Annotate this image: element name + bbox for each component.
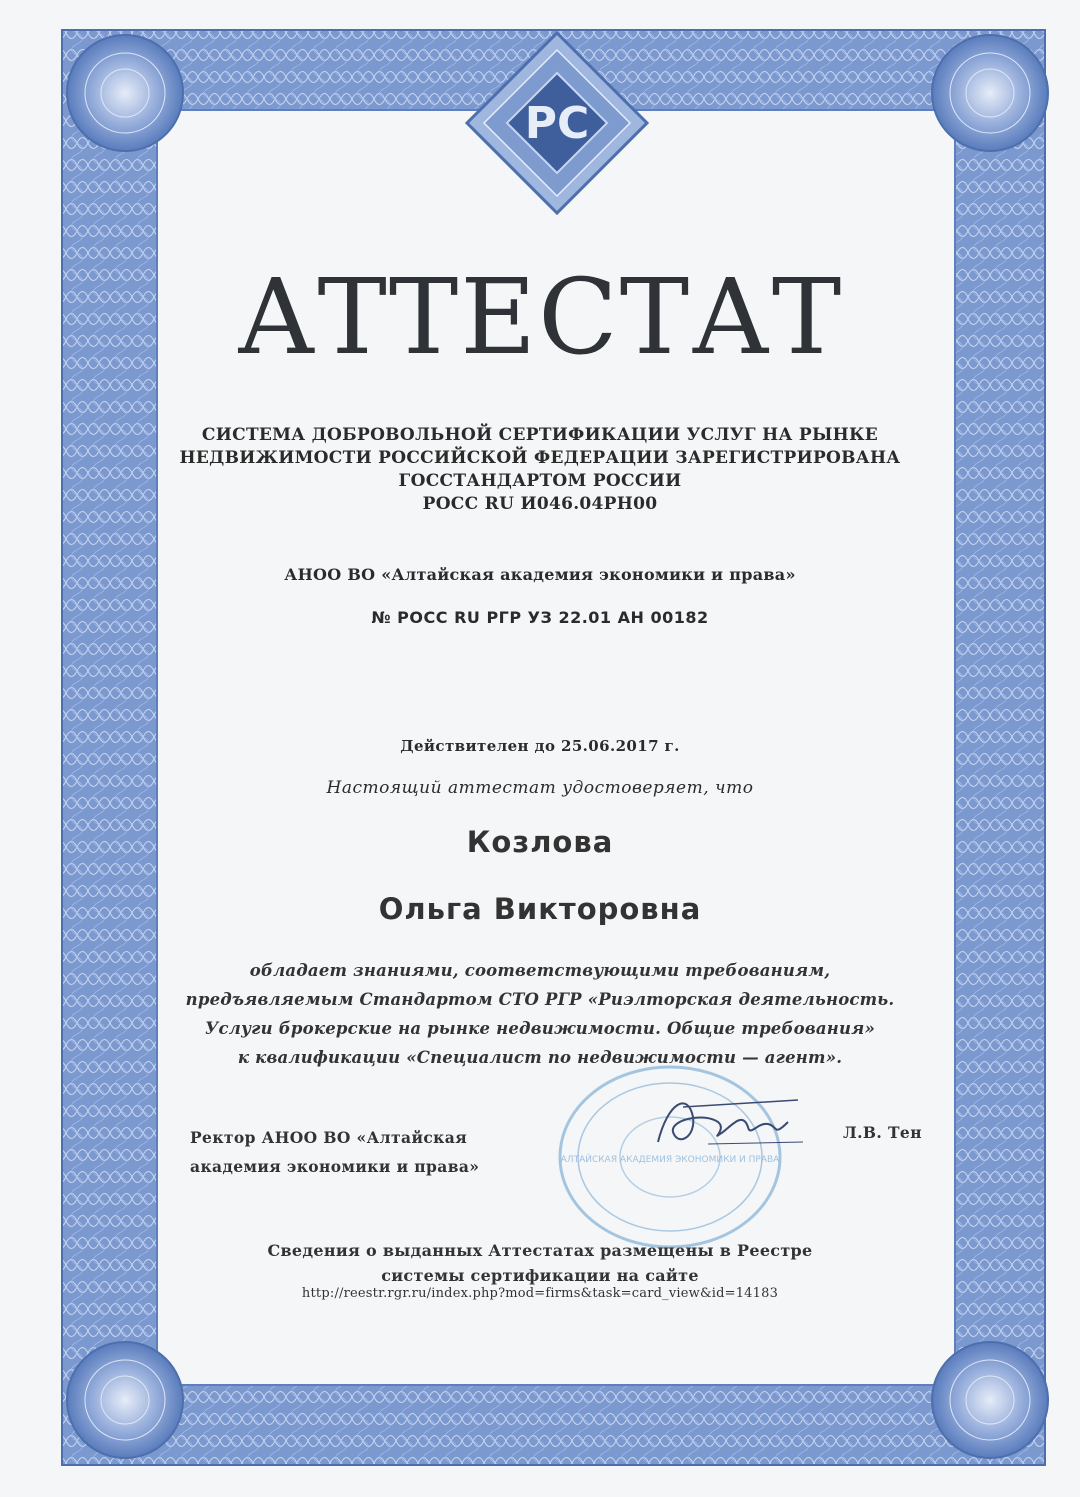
- system-registration-block: [0, 424, 1080, 516]
- organization-name: АНОО ВО «Алтайская академия экономики и права»: [284, 565, 796, 584]
- system-registration-code: РОСС RU И046.04РН00: [422, 494, 658, 514]
- holder-surname: Козлова: [466, 825, 614, 859]
- valid-until: Действителен до 25.06.2017 г.: [400, 737, 680, 755]
- logo-letters: РС: [524, 98, 590, 149]
- registry-line: Сведения о выданных Аттестатах размещены в Реестре: [267, 1241, 813, 1260]
- system-line: ГОССТАНДАРТОМ РОССИИ: [398, 471, 682, 491]
- signature-icon: [648, 1082, 818, 1162]
- rector-name: Л.В. Тен: [843, 1123, 922, 1142]
- certificate-number: № РОСС RU РГР УЗ 22.01 АН 00182: [371, 608, 709, 627]
- system-line: НЕДВИЖИМОСТИ РОССИЙСКОЙ ФЕДЕРАЦИИ ЗАРЕГИСТРИРОВАНА: [179, 448, 901, 468]
- rector-title: [190, 1123, 479, 1181]
- rector-line: академия экономики и права»: [190, 1157, 480, 1176]
- certificate-title: АТТЕСТАТ: [236, 256, 844, 378]
- system-line: СИСТЕМА ДОБРОВОЛЬНОЙ СЕРТИФИКАЦИИ УСЛУГ НА РЫНКЕ: [201, 425, 879, 445]
- rector-line: Ректор АНОО ВО «Алтайская: [190, 1128, 468, 1147]
- holder-name-patronymic: Ольга Викторовна: [378, 892, 702, 926]
- stamp-text: АЛТАЙСКАЯ АКАДЕМИЯ ЭКОНОМИКИ И ПРАВА: [560, 1155, 780, 1165]
- statement-line: Услуги брокерские на рынке недвижимости. Общие требования»: [204, 1019, 876, 1038]
- statement-line: предъявляемым Стандартом СТО РГР «Риэлторская деятельность.: [185, 990, 895, 1009]
- certifies-text: Настоящий аттестат удостоверяет, что: [326, 778, 754, 798]
- statement-line: к квалификации «Специалист по недвижимости — агент».: [237, 1048, 843, 1067]
- statement-line: обладает знаниями, соответствующими требованиям,: [249, 961, 831, 980]
- registry-url: http://reestr.rgr.ru/index.php?mod=firms&task=card_view&id=14183: [301, 1286, 779, 1301]
- registry-line: системы сертификации на сайте: [381, 1266, 699, 1285]
- qualification-statement: [0, 956, 1080, 1072]
- registry-note: [0, 1238, 1080, 1288]
